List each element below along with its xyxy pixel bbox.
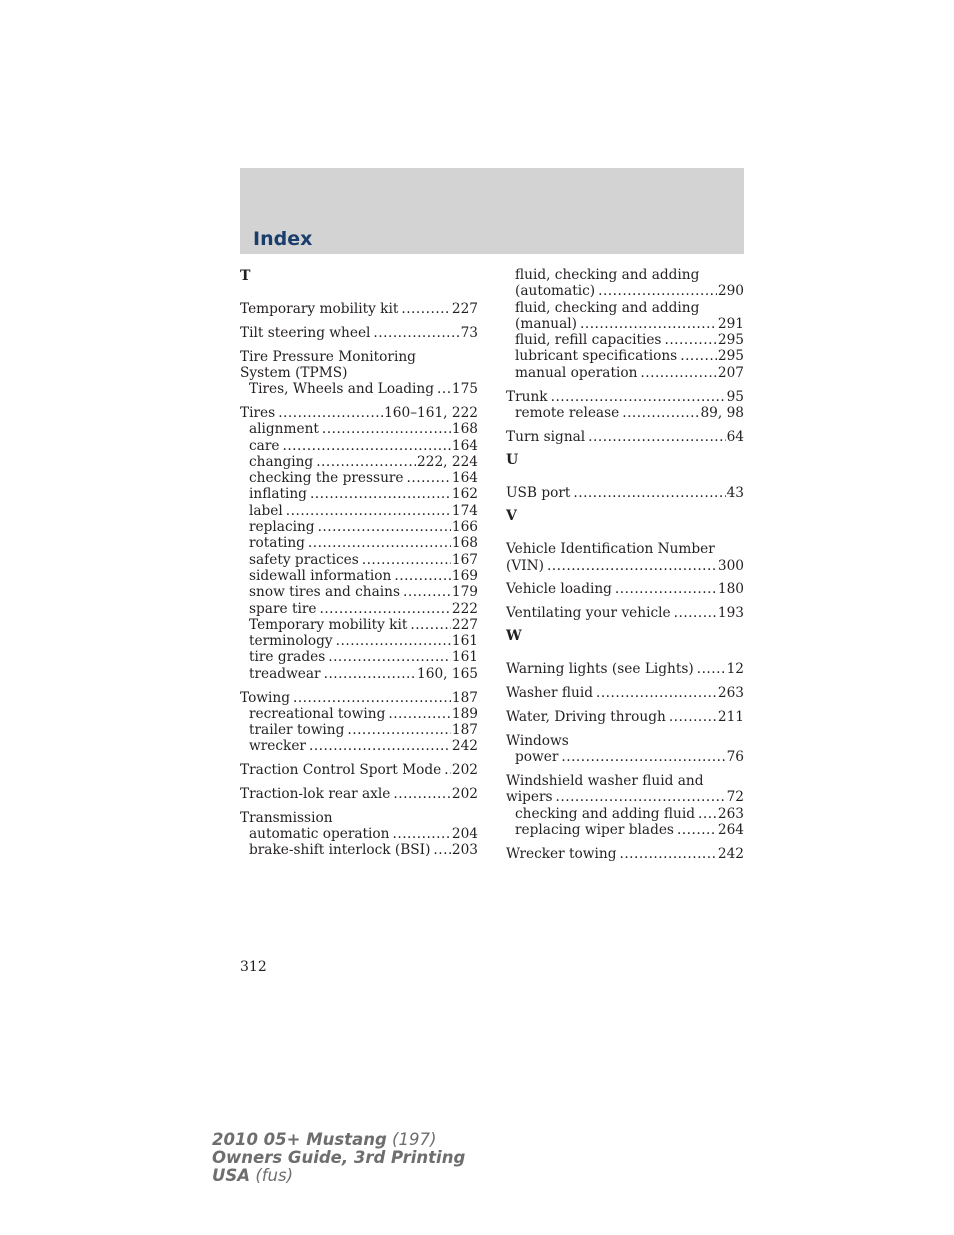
page-title: Index xyxy=(253,228,313,250)
dot-leader xyxy=(293,690,451,706)
dot-leader xyxy=(282,438,450,454)
page-reference: 204 xyxy=(451,826,478,843)
dot-leader xyxy=(598,283,717,299)
dot-leader xyxy=(347,722,450,738)
dot-leader xyxy=(394,568,450,584)
index-entry xyxy=(240,325,478,341)
index-entry-line xyxy=(506,685,744,701)
page-reference: 76 xyxy=(726,749,744,766)
index-term: snow tires and chains xyxy=(249,584,400,601)
dot-leader xyxy=(393,826,451,842)
dot-leader xyxy=(677,822,717,838)
page-reference: 168 xyxy=(451,421,478,438)
dot-leader xyxy=(401,301,451,317)
page-number: 312 xyxy=(240,959,267,975)
index-term: wipers xyxy=(506,789,553,806)
index-subentry-line xyxy=(506,822,744,838)
index-term: Windshield washer fluid and xyxy=(506,772,704,789)
index-letter-heading: W xyxy=(506,628,522,645)
index-term: checking the pressure xyxy=(249,470,404,487)
footer-model-code: (197) xyxy=(392,1130,437,1149)
dot-leader xyxy=(362,552,451,568)
dot-leader xyxy=(393,786,450,802)
dot-leader xyxy=(698,806,717,822)
index-subentry-line xyxy=(240,470,478,486)
index-entry-line xyxy=(240,365,478,381)
dot-leader xyxy=(596,685,717,701)
index-term: Tire Pressure Monitoring xyxy=(240,348,416,365)
index-term: label xyxy=(249,502,283,519)
dot-leader xyxy=(615,581,717,597)
dot-leader xyxy=(319,601,450,617)
index-entry xyxy=(240,786,478,802)
index-entry xyxy=(506,389,744,422)
index-subentry-line xyxy=(240,842,478,858)
index-subentry-line xyxy=(240,633,478,649)
index-term: Vehicle Identification Number xyxy=(506,541,715,558)
index-subentry-line xyxy=(240,584,478,600)
dot-leader xyxy=(551,389,726,405)
dot-leader xyxy=(403,584,451,600)
index-term: trailer towing xyxy=(249,722,345,739)
index-subentry-line xyxy=(506,348,744,364)
index-subentry-line xyxy=(506,806,744,822)
index-entry-line xyxy=(240,349,478,365)
index-entry-line xyxy=(506,389,744,405)
index-entry-line xyxy=(506,605,744,621)
dot-leader xyxy=(588,429,725,445)
page-reference: 227 xyxy=(451,616,478,633)
index-term: brake-shift interlock (BSI) xyxy=(249,842,431,859)
dot-leader xyxy=(322,421,451,437)
index-subentry-line xyxy=(506,749,744,765)
dot-leader xyxy=(286,503,451,519)
index-entry-line xyxy=(506,846,744,862)
dot-leader xyxy=(573,485,725,501)
index-entry xyxy=(506,541,744,574)
index-term: System (TPMS) xyxy=(240,364,348,381)
dot-leader xyxy=(674,605,717,621)
page-reference: 203 xyxy=(451,842,478,859)
index-subentry-line xyxy=(506,316,744,332)
index-term: Tilt steering wheel xyxy=(240,324,371,341)
page-reference: 207 xyxy=(717,364,744,381)
index-term: Trunk xyxy=(506,388,548,405)
index-term: Traction-lok rear axle xyxy=(240,786,391,803)
page-reference: 193 xyxy=(717,605,744,622)
index-term: care xyxy=(249,437,280,454)
index-term: Ventilating your vehicle xyxy=(506,605,671,622)
dot-leader xyxy=(308,535,451,551)
index-subentry-line xyxy=(240,503,478,519)
index-entry xyxy=(506,267,744,381)
index-entry xyxy=(240,301,478,317)
page-reference: 160, 165 xyxy=(417,665,478,682)
index-entry-line xyxy=(506,773,744,789)
page-reference: 180 xyxy=(717,581,744,598)
index-term: (VIN) xyxy=(506,557,544,574)
page-reference: 300 xyxy=(717,557,744,574)
page-reference: 264 xyxy=(717,821,744,838)
dot-leader xyxy=(336,633,451,649)
dot-leader xyxy=(561,749,725,765)
page-reference: 187 xyxy=(451,722,478,739)
index-entry-line xyxy=(506,581,744,597)
index-entry xyxy=(506,605,744,621)
dot-leader xyxy=(310,486,451,502)
page-reference: 95 xyxy=(726,388,744,405)
index-subentry-line xyxy=(240,738,478,754)
index-letter-heading: T xyxy=(240,268,251,284)
index-term: Temporary mobility kit xyxy=(249,616,408,633)
page-reference: 263 xyxy=(717,685,744,702)
dot-leader xyxy=(619,846,716,862)
index-term: Tires xyxy=(240,404,276,421)
dot-leader xyxy=(437,381,451,397)
page-reference: 164 xyxy=(451,470,478,487)
footer-guide: Owners Guide, 3rd Printing xyxy=(212,1148,466,1167)
index-term: Temporary mobility kit xyxy=(240,301,399,317)
dot-leader xyxy=(309,738,451,754)
index-subentry-line xyxy=(240,601,478,617)
page-reference: 167 xyxy=(451,551,478,568)
index-entry xyxy=(506,846,744,862)
index-entry xyxy=(240,349,478,398)
index-term: Turn signal xyxy=(506,428,586,445)
index-letter-heading: U xyxy=(506,451,519,468)
index-entry-line xyxy=(506,558,744,574)
index-entry xyxy=(240,810,478,859)
index-entry-line xyxy=(506,733,744,749)
index-entry-line xyxy=(506,661,744,677)
dot-leader xyxy=(547,558,717,574)
page-reference: 242 xyxy=(451,738,478,755)
dot-leader xyxy=(664,332,716,348)
index-entry xyxy=(506,485,744,501)
index-term: manual operation xyxy=(515,364,638,381)
index-subentry-line xyxy=(240,568,478,584)
footer-line-3 xyxy=(212,1167,465,1185)
index-term: fluid, checking and adding xyxy=(515,299,700,316)
page-reference: 164 xyxy=(451,437,478,454)
index-term: inflating xyxy=(249,486,307,503)
index-entry xyxy=(240,405,478,682)
index-entry xyxy=(506,429,744,445)
index-term: Vehicle loading xyxy=(506,581,612,598)
dot-leader xyxy=(318,519,451,535)
index-term: replacing wiper blades xyxy=(515,821,674,838)
index-entry-line xyxy=(506,541,744,557)
dot-leader xyxy=(410,617,451,633)
index-term: wrecker xyxy=(249,738,306,755)
index-entry xyxy=(506,685,744,701)
index-term: terminology xyxy=(249,633,333,650)
index-entry-line xyxy=(506,485,744,501)
index-term: Water, Driving through xyxy=(506,709,666,726)
index-subentry-line xyxy=(240,826,478,842)
index-column-left xyxy=(240,267,478,859)
page-reference: 162 xyxy=(451,486,478,503)
page-reference: 290 xyxy=(717,283,744,300)
header-band xyxy=(240,168,744,254)
dot-leader xyxy=(580,316,717,332)
index-entry-line xyxy=(240,810,478,826)
index-term: fluid, refill capacities xyxy=(515,332,662,349)
dot-leader xyxy=(556,789,726,805)
index-subentry-line xyxy=(506,300,744,316)
index-term: changing xyxy=(249,453,314,470)
index-subentry-line xyxy=(240,438,478,454)
index-entry xyxy=(506,773,744,838)
dot-leader xyxy=(407,470,451,486)
index-term: Wrecker towing xyxy=(506,845,617,862)
index-term: alignment xyxy=(249,421,319,438)
index-term: automatic operation xyxy=(249,826,390,843)
index-term: Washer fluid xyxy=(506,685,593,702)
index-entry xyxy=(240,690,478,755)
index-term: checking and adding fluid xyxy=(515,805,696,822)
page-reference: 73 xyxy=(460,324,478,341)
index-entry xyxy=(506,581,744,597)
page-reference: 12 xyxy=(726,661,744,678)
index-subentry-line xyxy=(240,381,478,397)
index-entry-line xyxy=(240,786,478,802)
footer-model: 2010 05+ Mustang xyxy=(212,1130,387,1149)
index-term: treadwear xyxy=(249,665,321,682)
dot-leader xyxy=(680,348,717,364)
dot-leader xyxy=(622,405,699,421)
footer xyxy=(212,1131,465,1185)
index-term: tire grades xyxy=(249,649,326,666)
page-reference: 263 xyxy=(717,805,744,822)
index-term: power xyxy=(515,749,559,766)
page-reference: 202 xyxy=(451,786,478,803)
index-entry xyxy=(506,733,744,766)
index-entry-line xyxy=(506,709,744,725)
index-entry-line xyxy=(240,301,478,317)
index-subentry-line xyxy=(240,421,478,437)
page-reference: 169 xyxy=(451,567,478,584)
index-term: fluid, checking and adding xyxy=(515,267,700,283)
index-term: recreational towing xyxy=(249,705,386,722)
index-subentry-line xyxy=(506,365,744,381)
index-subentry-line xyxy=(240,552,478,568)
dot-leader xyxy=(697,661,726,677)
page-reference: 175 xyxy=(451,381,478,398)
page-reference: 161 xyxy=(451,649,478,666)
index-entry xyxy=(506,709,744,725)
dot-leader xyxy=(444,762,451,778)
index-letter-heading: V xyxy=(506,508,517,525)
footer-market: USA xyxy=(212,1166,251,1185)
page-reference: 174 xyxy=(451,502,478,519)
index-term: Tires, Wheels and Loading xyxy=(249,381,435,398)
page-reference: 43 xyxy=(726,484,744,501)
dot-leader xyxy=(316,454,416,470)
index-subentry-line xyxy=(240,519,478,535)
page-reference: 168 xyxy=(451,535,478,552)
dot-leader xyxy=(278,405,383,421)
index-term: Transmission xyxy=(240,809,333,826)
page-reference: 222, 224 xyxy=(417,453,478,470)
index-term: replacing xyxy=(249,519,315,536)
page-reference: 72 xyxy=(726,789,744,806)
index-entry-line xyxy=(240,405,478,421)
footer-line-2 xyxy=(212,1149,465,1167)
page-reference: 227 xyxy=(451,301,478,317)
page-reference: 161 xyxy=(451,633,478,650)
page-reference: 291 xyxy=(717,315,744,332)
page-reference: 189 xyxy=(451,705,478,722)
index-term: (automatic) xyxy=(515,283,596,300)
page-reference: 187 xyxy=(451,689,478,706)
page-reference: 295 xyxy=(717,332,744,349)
page-reference: 89, 98 xyxy=(700,404,744,421)
index-subentry-line xyxy=(240,649,478,665)
index-term: (manual) xyxy=(515,315,577,332)
page-reference: 295 xyxy=(717,348,744,365)
index-term: sidewall information xyxy=(249,567,392,584)
index-term: safety practices xyxy=(249,551,359,568)
index-entry-line xyxy=(240,762,478,778)
index-term: rotating xyxy=(249,535,305,552)
index-entry xyxy=(506,661,744,677)
index-term: Windows xyxy=(506,732,569,749)
index-term: lubricant specifications xyxy=(515,348,678,365)
index-subentry-line xyxy=(240,666,478,682)
index-subentry-line xyxy=(240,535,478,551)
dot-leader xyxy=(669,709,717,725)
index-subentry-line xyxy=(240,486,478,502)
index-entry-line xyxy=(240,325,478,341)
page-reference: 202 xyxy=(451,762,478,779)
dot-leader xyxy=(324,666,416,682)
index-term: spare tire xyxy=(249,600,317,617)
index-subentry-line xyxy=(240,706,478,722)
index-subentry-line xyxy=(506,332,744,348)
index-column-right xyxy=(506,267,744,862)
dot-leader xyxy=(388,706,451,722)
page-reference: 64 xyxy=(726,428,744,445)
page-reference: 179 xyxy=(451,584,478,601)
footer-line-1 xyxy=(212,1131,465,1149)
index-subentry-line xyxy=(240,617,478,633)
index-entry-line xyxy=(506,429,744,445)
index-entry xyxy=(240,762,478,778)
index-entry-line xyxy=(506,789,744,805)
index-term: USB port xyxy=(506,484,571,501)
dot-leader xyxy=(433,842,450,858)
index-term: Towing xyxy=(240,689,290,706)
page-reference: 211 xyxy=(717,709,744,726)
page-reference: 160–161, 222 xyxy=(384,404,478,421)
index-entry-line xyxy=(240,690,478,706)
dot-leader xyxy=(328,649,451,665)
index-subentry-line xyxy=(240,454,478,470)
index-subentry-line xyxy=(506,283,744,299)
index-term: Traction Control Sport Mode xyxy=(240,762,442,779)
index-subentry-line xyxy=(506,405,744,421)
dot-leader xyxy=(640,365,716,381)
page-reference: 166 xyxy=(451,519,478,536)
footer-market-code: (fus) xyxy=(255,1166,294,1185)
index-term: remote release xyxy=(515,404,620,421)
index-term: Warning lights (see Lights) xyxy=(506,661,694,678)
index-subentry-line xyxy=(240,722,478,738)
index-subentry-line xyxy=(506,267,744,283)
dot-leader xyxy=(373,325,459,341)
page-reference: 222 xyxy=(451,600,478,617)
page-reference: 242 xyxy=(717,845,744,862)
